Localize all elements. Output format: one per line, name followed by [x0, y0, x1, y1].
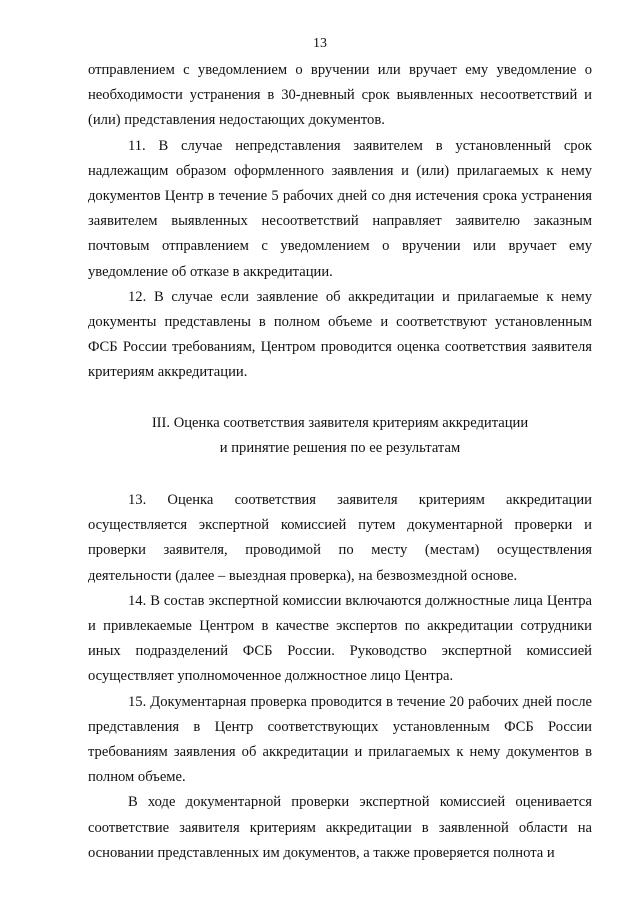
paragraph-12: 12. В случае если заявление об аккредитации и прилагаемые к нему документы представлены в полном объеме и соответствуют установленным ФСБ России требованиям, Центром проводится оценка соответствия заявителя критериям аккредитации.	[88, 288, 592, 381]
page-number: 13	[313, 36, 327, 51]
paragraph-14: 14. В состав экспертной комиссии включаются должностные лица Центра и привлекаемые Центром в качестве экспертов по аккредитации сотрудники иных подразделений ФСБ России. Руководство экспертной комиссией осуществляет уполномоченное должностное лицо Центра.	[88, 592, 592, 685]
paragraph-13: 13. Оценка соответствия заявителя критериям аккредитации осуществляется экспертной комиссией путем документарной проверки и проверки заявителя, проводимой по месту (местам) осуществления деятельности (далее – выездная проверка), на безвозмездной основе.	[88, 492, 592, 584]
paragraph-continuation: отправлением с уведомлением о вручении или вручает ему уведомление о необходимости устранения в 30-дневный срок выявленных несоответствий и (или) представления недостающих документов.	[88, 62, 592, 129]
paragraph-15-continuation: В ходе документарной проверки экспертной комиссией оценивается соответствие заявителя критериям аккредитации в заявленной области на основании представленных им документов, а также проверяется полнота и	[88, 794, 592, 861]
section-heading-line2: и принятие решения по ее результатам	[219, 439, 461, 456]
paragraph-11: 11. В случае непредставления заявителем в установленный срок надлежащим образом оформленного заявления и (или) прилагаемых к нему документов Центр в течение 5 рабочих дней со дня истечения срока устранения заявителем выявленных несоответствий направляет заявителю заказным почтовым отправлением с уведомлением о вручении или вручает ему уведомление об отказе в аккредитации.	[88, 137, 592, 280]
section-heading-line1: III. Оценка соответствия заявителя критериям аккредитации	[151, 414, 529, 431]
paragraph-15: 15. Документарная проверка проводится в течение 20 рабочих дней после представления в Центр соответствующих установленным ФСБ России требованиям заявления об аккредитации и прилагаемых к нему документов в полном объеме.	[88, 693, 592, 786]
document-body	[88, 58, 592, 866]
